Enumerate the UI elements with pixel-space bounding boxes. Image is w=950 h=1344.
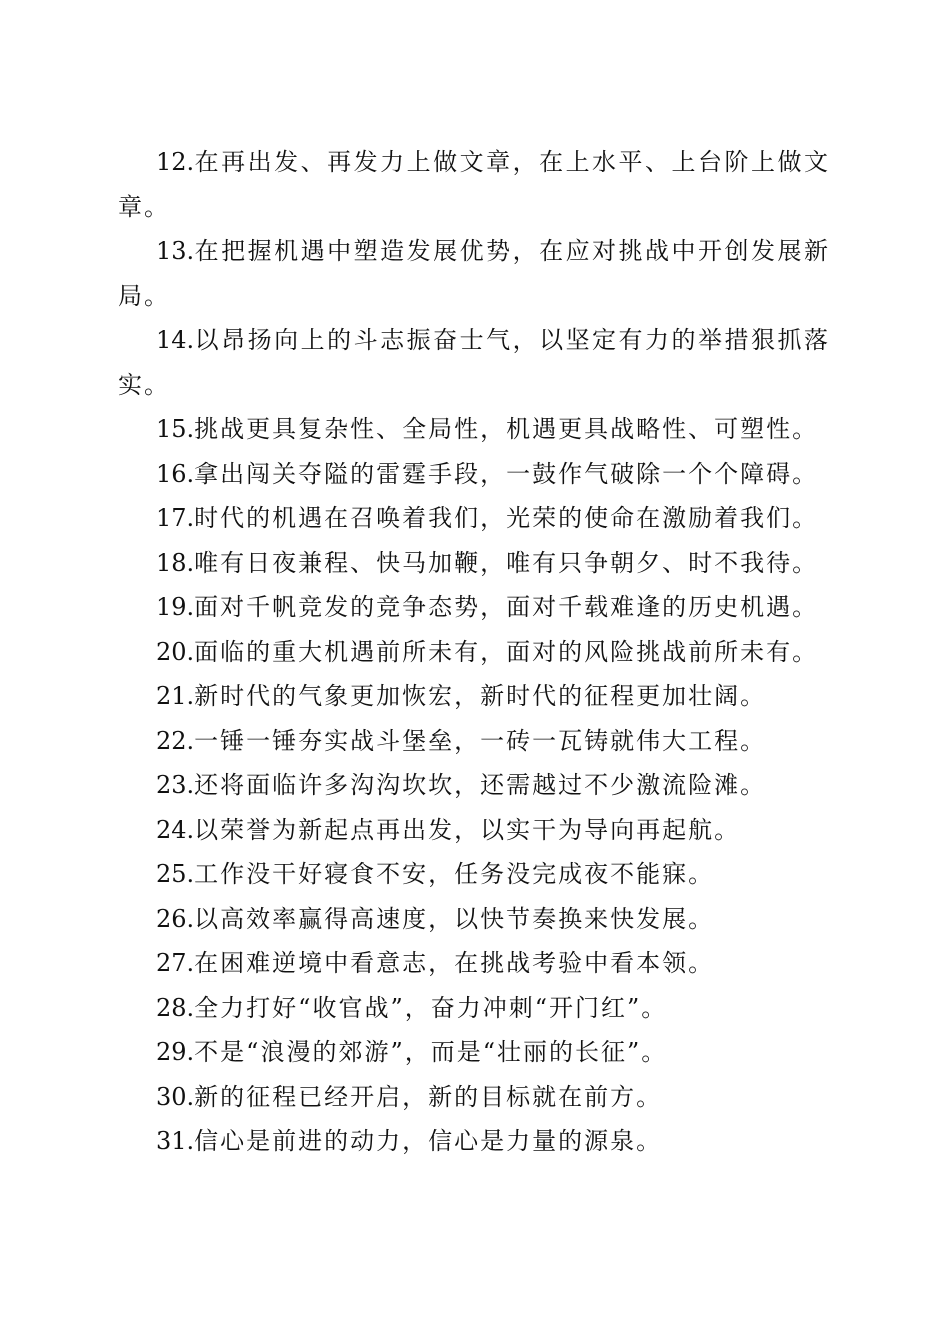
item-number: 13. (156, 237, 195, 265)
item-text: 以高效率赢得高速度，以快节奏换来快发展。 (194, 904, 715, 933)
list-item (118, 763, 830, 808)
item-text: 在再出发、再发力上做文章，在上水平、上台阶上做文章。 (118, 148, 830, 221)
list-item (118, 541, 830, 586)
item-number: 16. (156, 459, 195, 488)
list-item (118, 407, 830, 452)
item-text: 在困难逆境中看意志，在挑战考验中看本领。 (194, 949, 715, 977)
list-item (118, 941, 830, 986)
item-text: 新时代的气象更加恢宏，新时代的征程更加壮阔。 (194, 682, 767, 710)
list-item (118, 897, 830, 942)
item-number: 18. (156, 548, 195, 577)
item-text: 时代的机遇在召唤着我们，光荣的使命在激励着我们。 (194, 504, 819, 532)
list-item (118, 585, 830, 630)
list-item (118, 1030, 830, 1075)
list-item (118, 1075, 830, 1120)
item-number: 26. (156, 904, 195, 933)
list-item (118, 496, 830, 541)
item-text: 唯有日夜兼程、快马加鞭，唯有只争朝夕、时不我待。 (194, 548, 819, 577)
item-number: 22. (156, 726, 195, 755)
list-item (118, 1119, 830, 1164)
list-item (118, 318, 830, 407)
item-number: 31. (156, 1127, 195, 1155)
list-item (118, 452, 830, 497)
item-text: 以荣誉为新起点再出发，以实干为导向再起航。 (194, 815, 741, 844)
item-text: 面临的重大机遇前所未有，面对的风险挑战前所未有。 (194, 637, 819, 666)
item-number: 23. (156, 771, 195, 799)
list-item (118, 630, 830, 675)
item-number: 20. (156, 637, 195, 666)
item-text: 拿出闯关夺隘的雷霆手段，一鼓作气破除一个个障碍。 (194, 459, 819, 488)
item-text: 工作没干好寝食不安，任务没完成夜不能寐。 (194, 860, 715, 888)
item-number: 19. (156, 593, 195, 621)
item-number: 21. (156, 682, 195, 710)
list-item (118, 140, 830, 229)
item-text: 在把握机遇中塑造发展优势，在应对挑战中开创发展新局。 (118, 237, 830, 310)
item-number: 30. (156, 1082, 195, 1111)
item-number: 24. (156, 815, 195, 844)
item-text: 新的征程已经开启，新的目标就在前方。 (194, 1082, 663, 1111)
item-number: 28. (156, 993, 195, 1022)
item-text: 不是“浪漫的郊游”，而是“壮丽的长征”。 (194, 1038, 668, 1066)
item-number: 17. (156, 504, 195, 532)
item-text: 全力打好“收官战”，奋力冲刺“开门红”。 (194, 993, 668, 1022)
item-text: 以昂扬向上的斗志振奋士气，以坚定有力的举措狠抓落实。 (118, 326, 830, 399)
list-item (118, 674, 830, 719)
item-text: 信心是前进的动力，信心是力量的源泉。 (194, 1127, 663, 1155)
item-text: 面对千帆竞发的竞争态势，面对千载难逢的历史机遇。 (194, 593, 819, 621)
item-number: 29. (156, 1038, 195, 1066)
item-number: 27. (156, 949, 195, 977)
item-number: 25. (156, 860, 195, 888)
item-number: 12. (156, 148, 195, 176)
list-item (118, 808, 830, 853)
item-text: 还将面临许多沟沟坎坎，还需越过不少激流险滩。 (194, 771, 767, 799)
list-item (118, 719, 830, 764)
list-item (118, 229, 830, 318)
item-text: 挑战更具复杂性、全局性，机遇更具战略性、可塑性。 (194, 415, 819, 443)
item-text: 一锤一锤夯实战斗堡垒，一砖一瓦铸就伟大工程。 (194, 726, 767, 755)
document-body (118, 140, 830, 1164)
list-item (118, 986, 830, 1031)
item-number: 14. (156, 326, 195, 354)
list-item (118, 852, 830, 897)
item-number: 15. (156, 415, 195, 443)
